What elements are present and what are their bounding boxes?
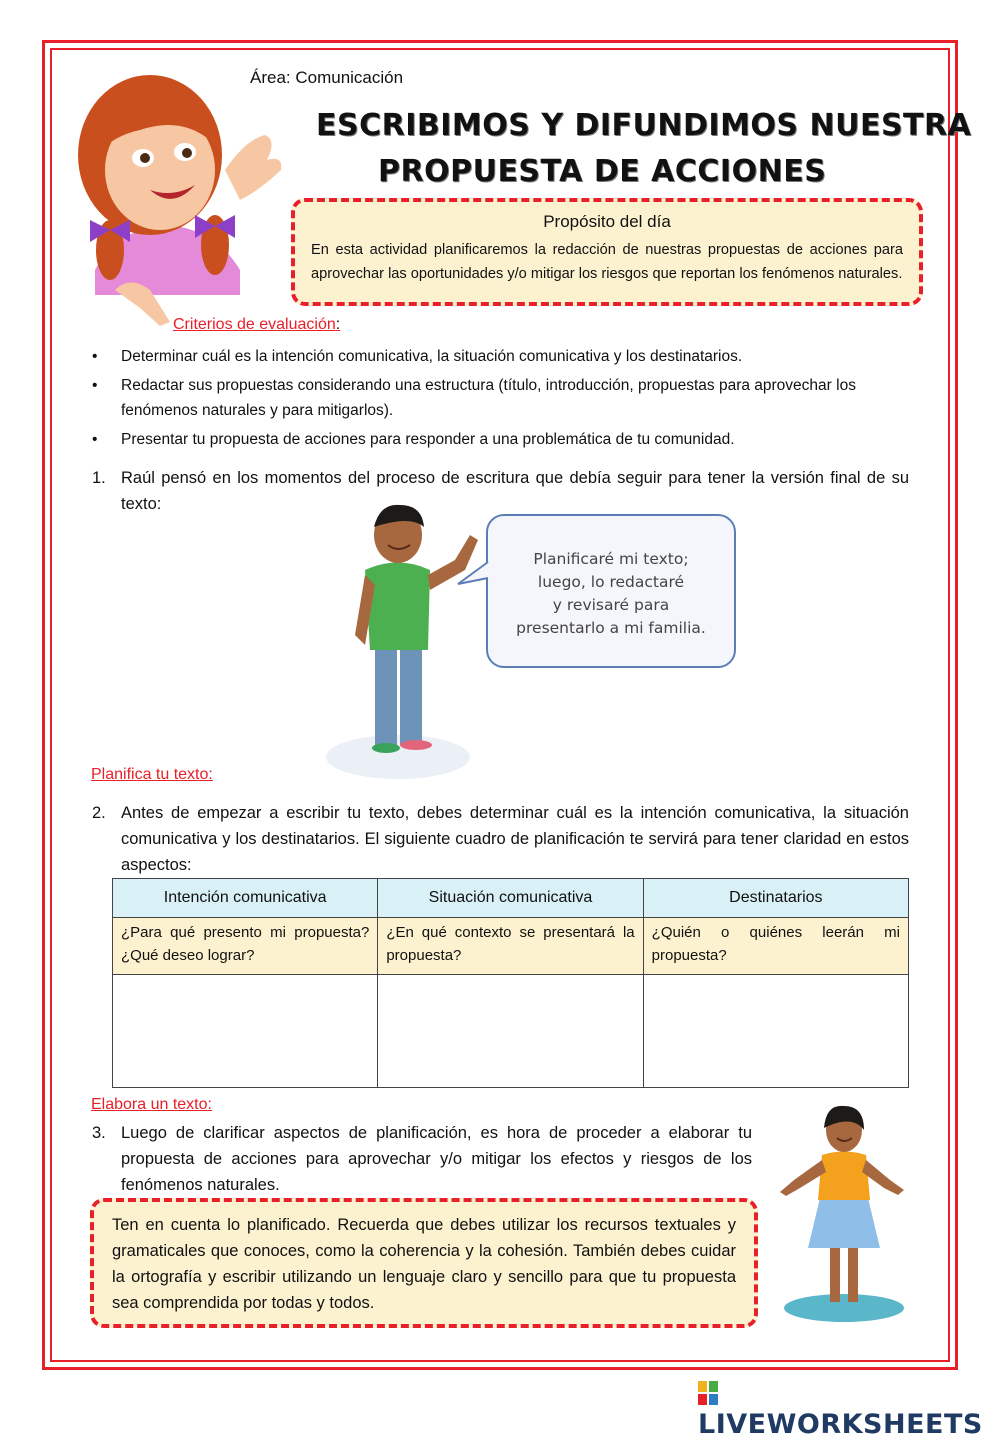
question-text: Luego de clarificar aspectos de planificación, es hora de proceder a elaborar tu propuesta de acciones para aprovechar y/o mitigar los efectos y riesgos de los fenómenos naturales. — [121, 1124, 752, 1194]
table-header: Destinatarios — [643, 879, 908, 918]
bubble-line: Planificaré mi texto; — [533, 550, 689, 568]
question-number: 1. — [92, 469, 106, 487]
table-header: Situación comunicativa — [378, 879, 643, 918]
question-text: Antes de empezar a escribir tu texto, debes determinar cuál es la intención comunicativa, la situación comunicativa y los destinatarios. El siguiente cuadro de planificación te servirá para tener claridad en estos aspectos: — [121, 804, 909, 874]
table-hint-cell: ¿En qué contexto se presentará la propuesta? — [378, 918, 643, 975]
table-header-row — [113, 879, 909, 918]
question-2 — [92, 800, 909, 878]
criteria-list — [92, 344, 912, 456]
criteria-item: • Presentar tu propuesta de acciones para responder a una problemática de tu comunidad. — [92, 427, 912, 452]
criteria-colon: : — [335, 316, 341, 333]
bubble-line: y revisaré para — [552, 596, 670, 614]
speech-bubble — [486, 514, 736, 668]
purpose-box — [291, 198, 923, 306]
criteria-heading — [173, 316, 340, 334]
brand-footer[interactable] — [698, 1378, 1000, 1440]
question-3 — [92, 1120, 752, 1198]
table-hint-cell: ¿Para qué presento mi propuesta? ¿Qué deseo lograr? — [113, 918, 378, 975]
question-number: 2. — [92, 804, 106, 822]
criteria-item: • Determinar cuál es la intención comunicativa, la situación comunicativa y los destinatarios. — [92, 344, 912, 369]
criteria-item: • Redactar sus propuestas considerando una estructura (título, introducción, propuestas para aprovechar los fenómenos naturales y para mitigarlos). — [92, 373, 912, 423]
subject-area: Área: Comunicación — [250, 68, 404, 87]
answer-cell-intention[interactable] — [113, 975, 378, 1088]
reminder-box: Ten en cuenta lo planificado. Recuerda que debes utilizar los recursos textuales y gramaticales que conoces, como la coherencia y la cohesión. También debes cuidar la ortografía y escribir utilizando un lenguaje claro y sencillo para que tu propuesta sea comprendida por todas y todos. — [90, 1198, 758, 1328]
section-plan-heading: Planifica tu texto: — [91, 766, 213, 783]
worksheet-title-line1: ESCRIBIMOS Y DIFUNDIMOS NUESTRA — [316, 108, 972, 143]
liveworksheets-logo-icon — [698, 1381, 718, 1405]
table-hint-cell: ¿Quién o quiénes leerán mi propuesta? — [643, 918, 908, 975]
boy-raul-illustration — [320, 495, 480, 785]
answer-cell-audience[interactable] — [643, 975, 908, 1088]
brand-name: LIVEWORKSHEETS — [698, 1409, 983, 1440]
question-1 — [92, 465, 909, 517]
speech-bubble-tail — [456, 560, 490, 590]
worksheet-title-line2: PROPUESTA DE ACCIONES — [378, 154, 827, 189]
table-header: Intención comunicativa — [113, 879, 378, 918]
table-hint-row — [113, 918, 909, 975]
purpose-title: Propósito del día — [543, 212, 671, 231]
criteria-label: Criterios de evaluación — [173, 316, 336, 333]
bubble-line: presentarlo a mi familia. — [516, 619, 706, 637]
girl-pointing-illustration — [55, 60, 285, 330]
table-answer-row — [113, 975, 909, 1088]
question-text: Raúl pensó en los momentos del proceso de escritura que debía seguir para tener la versión final de su texto: — [121, 469, 909, 513]
planning-table — [112, 878, 909, 1088]
purpose-text: En esta actividad planificaremos la redacción de nuestras propuestas de acciones para aprovechar las oportunidades y/o mitigar los riesgos que reportan los fenómenos naturales. — [311, 242, 903, 282]
bubble-line: luego, lo redactaré — [537, 573, 685, 591]
section-write-heading: Elabora un texto: — [91, 1096, 212, 1113]
question-number: 3. — [92, 1124, 106, 1142]
girl-standing-illustration — [772, 1100, 912, 1325]
answer-cell-situation[interactable] — [378, 975, 643, 1088]
